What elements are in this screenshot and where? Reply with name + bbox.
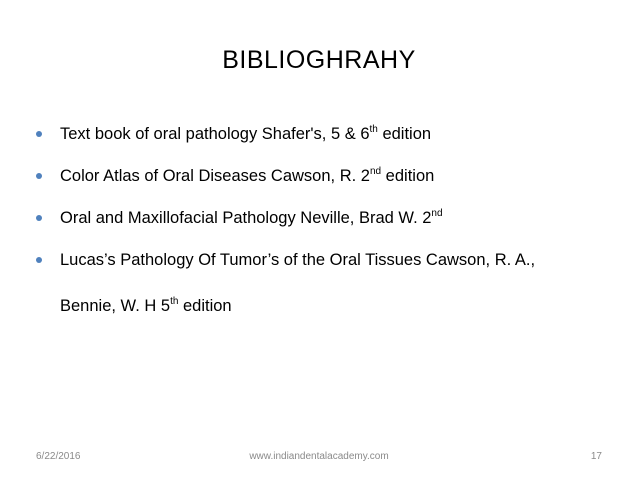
- bullet-superscript: th: [170, 295, 179, 307]
- list-item: [36, 208, 626, 228]
- bullet-continuation: [60, 296, 626, 316]
- slide-title: BIBLIOGHRAHY: [222, 46, 416, 74]
- bullet-icon: [36, 131, 42, 137]
- bullet-superscript: nd: [431, 207, 443, 219]
- list-item: [36, 166, 626, 186]
- footer-page-number: 17: [590, 451, 602, 462]
- bullet-superscript: th: [369, 123, 378, 135]
- bullet-text: Text book of oral pathology Shafer's, 5 & 6: [60, 125, 370, 143]
- list-item: [36, 250, 626, 316]
- footer-url: www.indiandentalacademy.com: [249, 451, 389, 462]
- bullet-superscript: nd: [369, 165, 382, 177]
- bullet-text-line2: Bennie, W. H 5: [60, 297, 171, 315]
- bullet-icon: [36, 173, 42, 179]
- bullet-text-after: edition: [377, 125, 432, 143]
- bullet-text-after: edition: [381, 167, 435, 185]
- bullet-icon: [36, 257, 42, 263]
- list-item: [36, 124, 626, 144]
- bibliography-list: [36, 124, 626, 338]
- bullet-text: Oral and Maxillofacial Pathology Neville, Brad W. 2: [60, 209, 432, 227]
- bullet-text-after: edition: [178, 297, 232, 315]
- bullet-text: Color Atlas of Oral Diseases Cawson, R. 2: [60, 167, 370, 185]
- footer-date: 6/22/2016: [36, 451, 81, 462]
- bullet-icon: [36, 215, 42, 221]
- bullet-text: Lucas’s Pathology Of Tumor’s of the Oral Tissues Cawson, R. A.,: [60, 251, 536, 269]
